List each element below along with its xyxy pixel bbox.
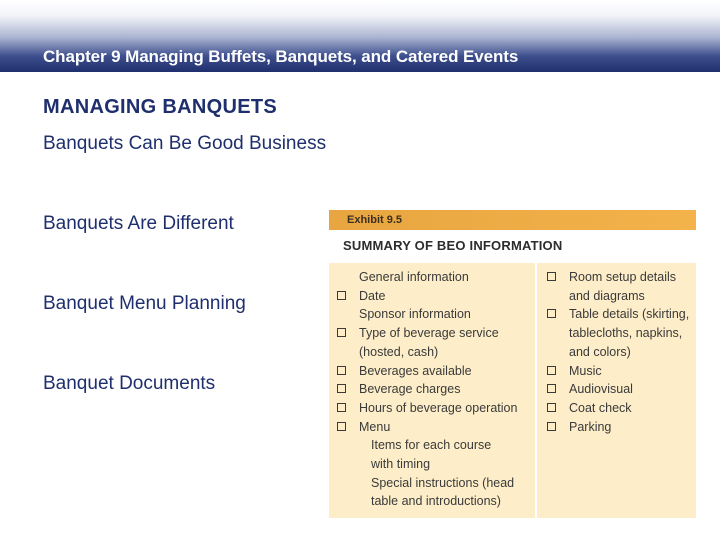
checklist-item bbox=[337, 362, 533, 381]
checklist-item bbox=[547, 380, 692, 399]
checklist-item-text: Audiovisual bbox=[569, 382, 633, 397]
checkbox-icon bbox=[547, 384, 556, 393]
checklist-item-text: Items for each course bbox=[371, 438, 492, 453]
checkbox-icon bbox=[547, 272, 556, 281]
checklist-item bbox=[547, 399, 692, 418]
checklist-item bbox=[337, 492, 533, 511]
section-heading: MANAGING BANQUETS bbox=[43, 96, 277, 118]
checkbox-icon bbox=[337, 328, 346, 337]
checklist-item bbox=[337, 305, 533, 324]
checklist-item-text: Sponsor information bbox=[359, 307, 471, 322]
column-divider bbox=[535, 263, 537, 518]
checklist-item bbox=[337, 380, 533, 399]
checklist-item-text: Beverage charges bbox=[359, 382, 461, 397]
checkbox-icon bbox=[337, 291, 346, 300]
checklist-item-text: Parking bbox=[569, 419, 612, 434]
checklist-item bbox=[547, 362, 692, 381]
checklist-item bbox=[337, 324, 533, 343]
checklist-item bbox=[547, 268, 692, 287]
checklist-item-text: Music bbox=[569, 363, 602, 378]
checklist-item-text: Type of beverage service bbox=[359, 326, 499, 341]
chapter-title: Chapter 9 Managing Buffets, Banquets, and Catered Events bbox=[43, 47, 519, 66]
checklist-item-text: with timing bbox=[371, 457, 431, 472]
exhibit-title: SUMMARY OF BEO INFORMATION bbox=[343, 238, 563, 253]
exhibit-label: Exhibit 9.5 bbox=[329, 210, 696, 230]
checklist-item-text: Table details (skirting, bbox=[569, 307, 690, 322]
exhibit-checklist bbox=[329, 263, 696, 518]
checkbox-icon bbox=[337, 422, 346, 431]
topic-banquets-different: Banquets Are Different bbox=[43, 213, 234, 234]
checklist-item bbox=[547, 305, 692, 324]
checklist-item bbox=[337, 287, 533, 306]
checkbox-icon bbox=[547, 309, 556, 318]
checklist-item-text: and diagrams bbox=[569, 288, 645, 303]
checkbox-icon bbox=[337, 366, 346, 375]
exhibit-figure bbox=[329, 210, 696, 518]
checklist-item-text: Menu bbox=[359, 419, 391, 434]
checklist-item-text: Date bbox=[359, 288, 386, 303]
checklist-item bbox=[337, 399, 533, 418]
checklist-item-text: Beverages available bbox=[359, 363, 472, 378]
checklist-item bbox=[337, 436, 533, 455]
right-checklist-column bbox=[547, 268, 692, 436]
checklist-item-text: (hosted, cash) bbox=[359, 344, 439, 359]
topic-good-business: Banquets Can Be Good Business bbox=[43, 133, 327, 154]
checklist-item bbox=[337, 474, 533, 493]
checklist-item-text: table and introductions) bbox=[371, 494, 501, 509]
checkbox-icon bbox=[337, 384, 346, 393]
checklist-item bbox=[547, 343, 692, 362]
left-checklist-column bbox=[337, 268, 533, 511]
checklist-item-text: and colors) bbox=[569, 344, 631, 359]
checklist-item bbox=[337, 418, 533, 437]
checklist-item-text: tablecloths, napkins, bbox=[569, 326, 683, 341]
checklist-item bbox=[337, 455, 533, 474]
checklist-item-text: Room setup details bbox=[569, 270, 677, 284]
topic-menu-planning: Banquet Menu Planning bbox=[43, 293, 246, 314]
topic-banquet-documents: Banquet Documents bbox=[43, 373, 216, 394]
checkbox-icon bbox=[337, 403, 346, 412]
checklist-item-text: Special instructions (head bbox=[371, 475, 515, 490]
checklist-item bbox=[547, 324, 692, 343]
checklist-item bbox=[547, 287, 692, 306]
checklist-item bbox=[337, 343, 533, 362]
checkbox-icon bbox=[547, 422, 556, 431]
checkbox-icon bbox=[547, 366, 556, 375]
checklist-item bbox=[547, 418, 692, 437]
checkbox-icon bbox=[547, 403, 556, 412]
checklist-item-text: General information bbox=[359, 270, 469, 284]
checklist-item bbox=[337, 268, 533, 287]
checklist-item-text: Coat check bbox=[569, 400, 632, 415]
checklist-item-text: Hours of beverage operation bbox=[359, 400, 518, 415]
